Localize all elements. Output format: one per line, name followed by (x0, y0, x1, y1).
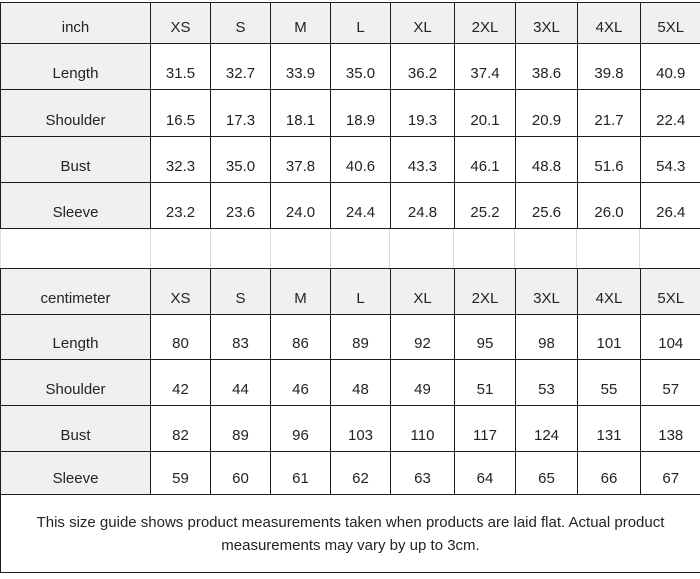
value-cell: 35.0 (331, 44, 391, 90)
value-cell: 124 (516, 406, 578, 452)
value-cell: 66 (578, 452, 641, 495)
value-cell: 46 (271, 360, 331, 406)
value-cell: 37.4 (455, 44, 516, 90)
value-cell: 24.4 (331, 183, 391, 229)
row-label-cell: Length (1, 44, 151, 90)
size-header-cell: 3XL (516, 269, 578, 315)
value-cell: 21.7 (578, 90, 641, 137)
table-header-row (1, 3, 700, 44)
value-cell: 131 (578, 406, 641, 452)
size-header-cell: 4XL (578, 269, 641, 315)
value-cell: 61 (271, 452, 331, 495)
value-cell: 18.9 (331, 90, 391, 137)
value-cell: 19.3 (391, 90, 455, 137)
size-header-cell: XS (151, 3, 211, 44)
value-cell: 46.1 (455, 137, 516, 183)
value-cell: 48 (331, 360, 391, 406)
value-cell: 48.8 (516, 137, 578, 183)
value-cell: 49 (391, 360, 455, 406)
value-cell: 110 (391, 406, 455, 452)
size-header-cell: 5XL (641, 3, 700, 44)
table-row (1, 183, 700, 229)
size-header-cell: L (331, 269, 391, 315)
spacer-cell (640, 229, 700, 268)
note-line-1: This size guide shows product measurements taken when products are laid flat. Actual product (37, 511, 665, 534)
value-cell: 51.6 (578, 137, 641, 183)
size-header-cell: 5XL (641, 269, 700, 315)
table-row (1, 452, 700, 495)
size-header-cell: XS (151, 269, 211, 315)
table-row (1, 315, 700, 360)
value-cell: 95 (455, 315, 516, 360)
value-cell: 80 (151, 315, 211, 360)
value-cell: 39.8 (578, 44, 641, 90)
table-header-row (1, 269, 700, 315)
spacer-cell (211, 229, 271, 268)
value-cell: 51 (455, 360, 516, 406)
value-cell: 18.1 (271, 90, 331, 137)
value-cell: 24.0 (271, 183, 331, 229)
size-header-cell: XL (391, 3, 455, 44)
row-label-cell: Bust (1, 406, 151, 452)
size-header-cell: M (271, 3, 331, 44)
value-cell: 16.5 (151, 90, 211, 137)
table-row (1, 360, 700, 406)
value-cell: 20.1 (455, 90, 516, 137)
value-cell: 25.2 (455, 183, 516, 229)
value-cell: 23.2 (151, 183, 211, 229)
value-cell: 59 (151, 452, 211, 495)
unit-label-cell: centimeter (1, 269, 151, 315)
size-header-cell: L (331, 3, 391, 44)
table-spacer (0, 229, 700, 268)
size-table-inch (0, 2, 700, 229)
spacer-cell (271, 229, 331, 268)
row-label-cell: Length (1, 315, 151, 360)
value-cell: 64 (455, 452, 516, 495)
size-header-cell: 4XL (578, 3, 641, 44)
size-table-centimeter (0, 268, 700, 495)
size-header-cell: S (211, 3, 271, 44)
size-guide-note (0, 495, 700, 573)
value-cell: 32.7 (211, 44, 271, 90)
unit-label-cell: inch (1, 3, 151, 44)
value-cell: 55 (578, 360, 641, 406)
value-cell: 62 (331, 452, 391, 495)
value-cell: 101 (578, 315, 641, 360)
row-label-cell: Shoulder (1, 360, 151, 406)
size-header-cell: M (271, 269, 331, 315)
size-header-cell: XL (391, 269, 455, 315)
size-header-cell: 3XL (516, 3, 578, 44)
value-cell: 20.9 (516, 90, 578, 137)
value-cell: 42 (151, 360, 211, 406)
value-cell: 96 (271, 406, 331, 452)
spacer-cell (515, 229, 577, 268)
row-label-cell: Sleeve (1, 452, 151, 495)
value-cell: 36.2 (391, 44, 455, 90)
value-cell: 40.6 (331, 137, 391, 183)
value-cell: 44 (211, 360, 271, 406)
spacer-cell (577, 229, 640, 268)
value-cell: 89 (211, 406, 271, 452)
value-cell: 67 (641, 452, 700, 495)
value-cell: 86 (271, 315, 331, 360)
spacer-cell (1, 229, 151, 268)
value-cell: 65 (516, 452, 578, 495)
value-cell: 82 (151, 406, 211, 452)
value-cell: 32.3 (151, 137, 211, 183)
value-cell: 92 (391, 315, 455, 360)
spacer-cell (151, 229, 211, 268)
value-cell: 117 (455, 406, 516, 452)
spacer-cell (331, 229, 391, 268)
value-cell: 57 (641, 360, 700, 406)
value-cell: 83 (211, 315, 271, 360)
row-label-cell: Sleeve (1, 183, 151, 229)
value-cell: 24.8 (391, 183, 455, 229)
value-cell: 98 (516, 315, 578, 360)
value-cell: 26.4 (641, 183, 700, 229)
value-cell: 33.9 (271, 44, 331, 90)
spacer-cell (390, 229, 454, 268)
table-row (1, 406, 700, 452)
value-cell: 22.4 (641, 90, 700, 137)
table-row (1, 44, 700, 90)
table-row (1, 137, 700, 183)
note-line-2: measurements may vary by up to 3cm. (221, 534, 479, 557)
value-cell: 37.8 (271, 137, 331, 183)
table-row (1, 90, 700, 137)
value-cell: 89 (331, 315, 391, 360)
value-cell: 43.3 (391, 137, 455, 183)
row-label-cell: Shoulder (1, 90, 151, 137)
value-cell: 138 (641, 406, 700, 452)
size-header-cell: 2XL (455, 3, 516, 44)
value-cell: 31.5 (151, 44, 211, 90)
value-cell: 17.3 (211, 90, 271, 137)
value-cell: 103 (331, 406, 391, 452)
value-cell: 53 (516, 360, 578, 406)
value-cell: 40.9 (641, 44, 700, 90)
spacer-cell (454, 229, 515, 268)
value-cell: 38.6 (516, 44, 578, 90)
value-cell: 23.6 (211, 183, 271, 229)
size-header-cell: 2XL (455, 269, 516, 315)
value-cell: 60 (211, 452, 271, 495)
value-cell: 54.3 (641, 137, 700, 183)
row-label-cell: Bust (1, 137, 151, 183)
value-cell: 35.0 (211, 137, 271, 183)
value-cell: 104 (641, 315, 700, 360)
size-header-cell: S (211, 269, 271, 315)
value-cell: 25.6 (516, 183, 578, 229)
value-cell: 63 (391, 452, 455, 495)
value-cell: 26.0 (578, 183, 641, 229)
